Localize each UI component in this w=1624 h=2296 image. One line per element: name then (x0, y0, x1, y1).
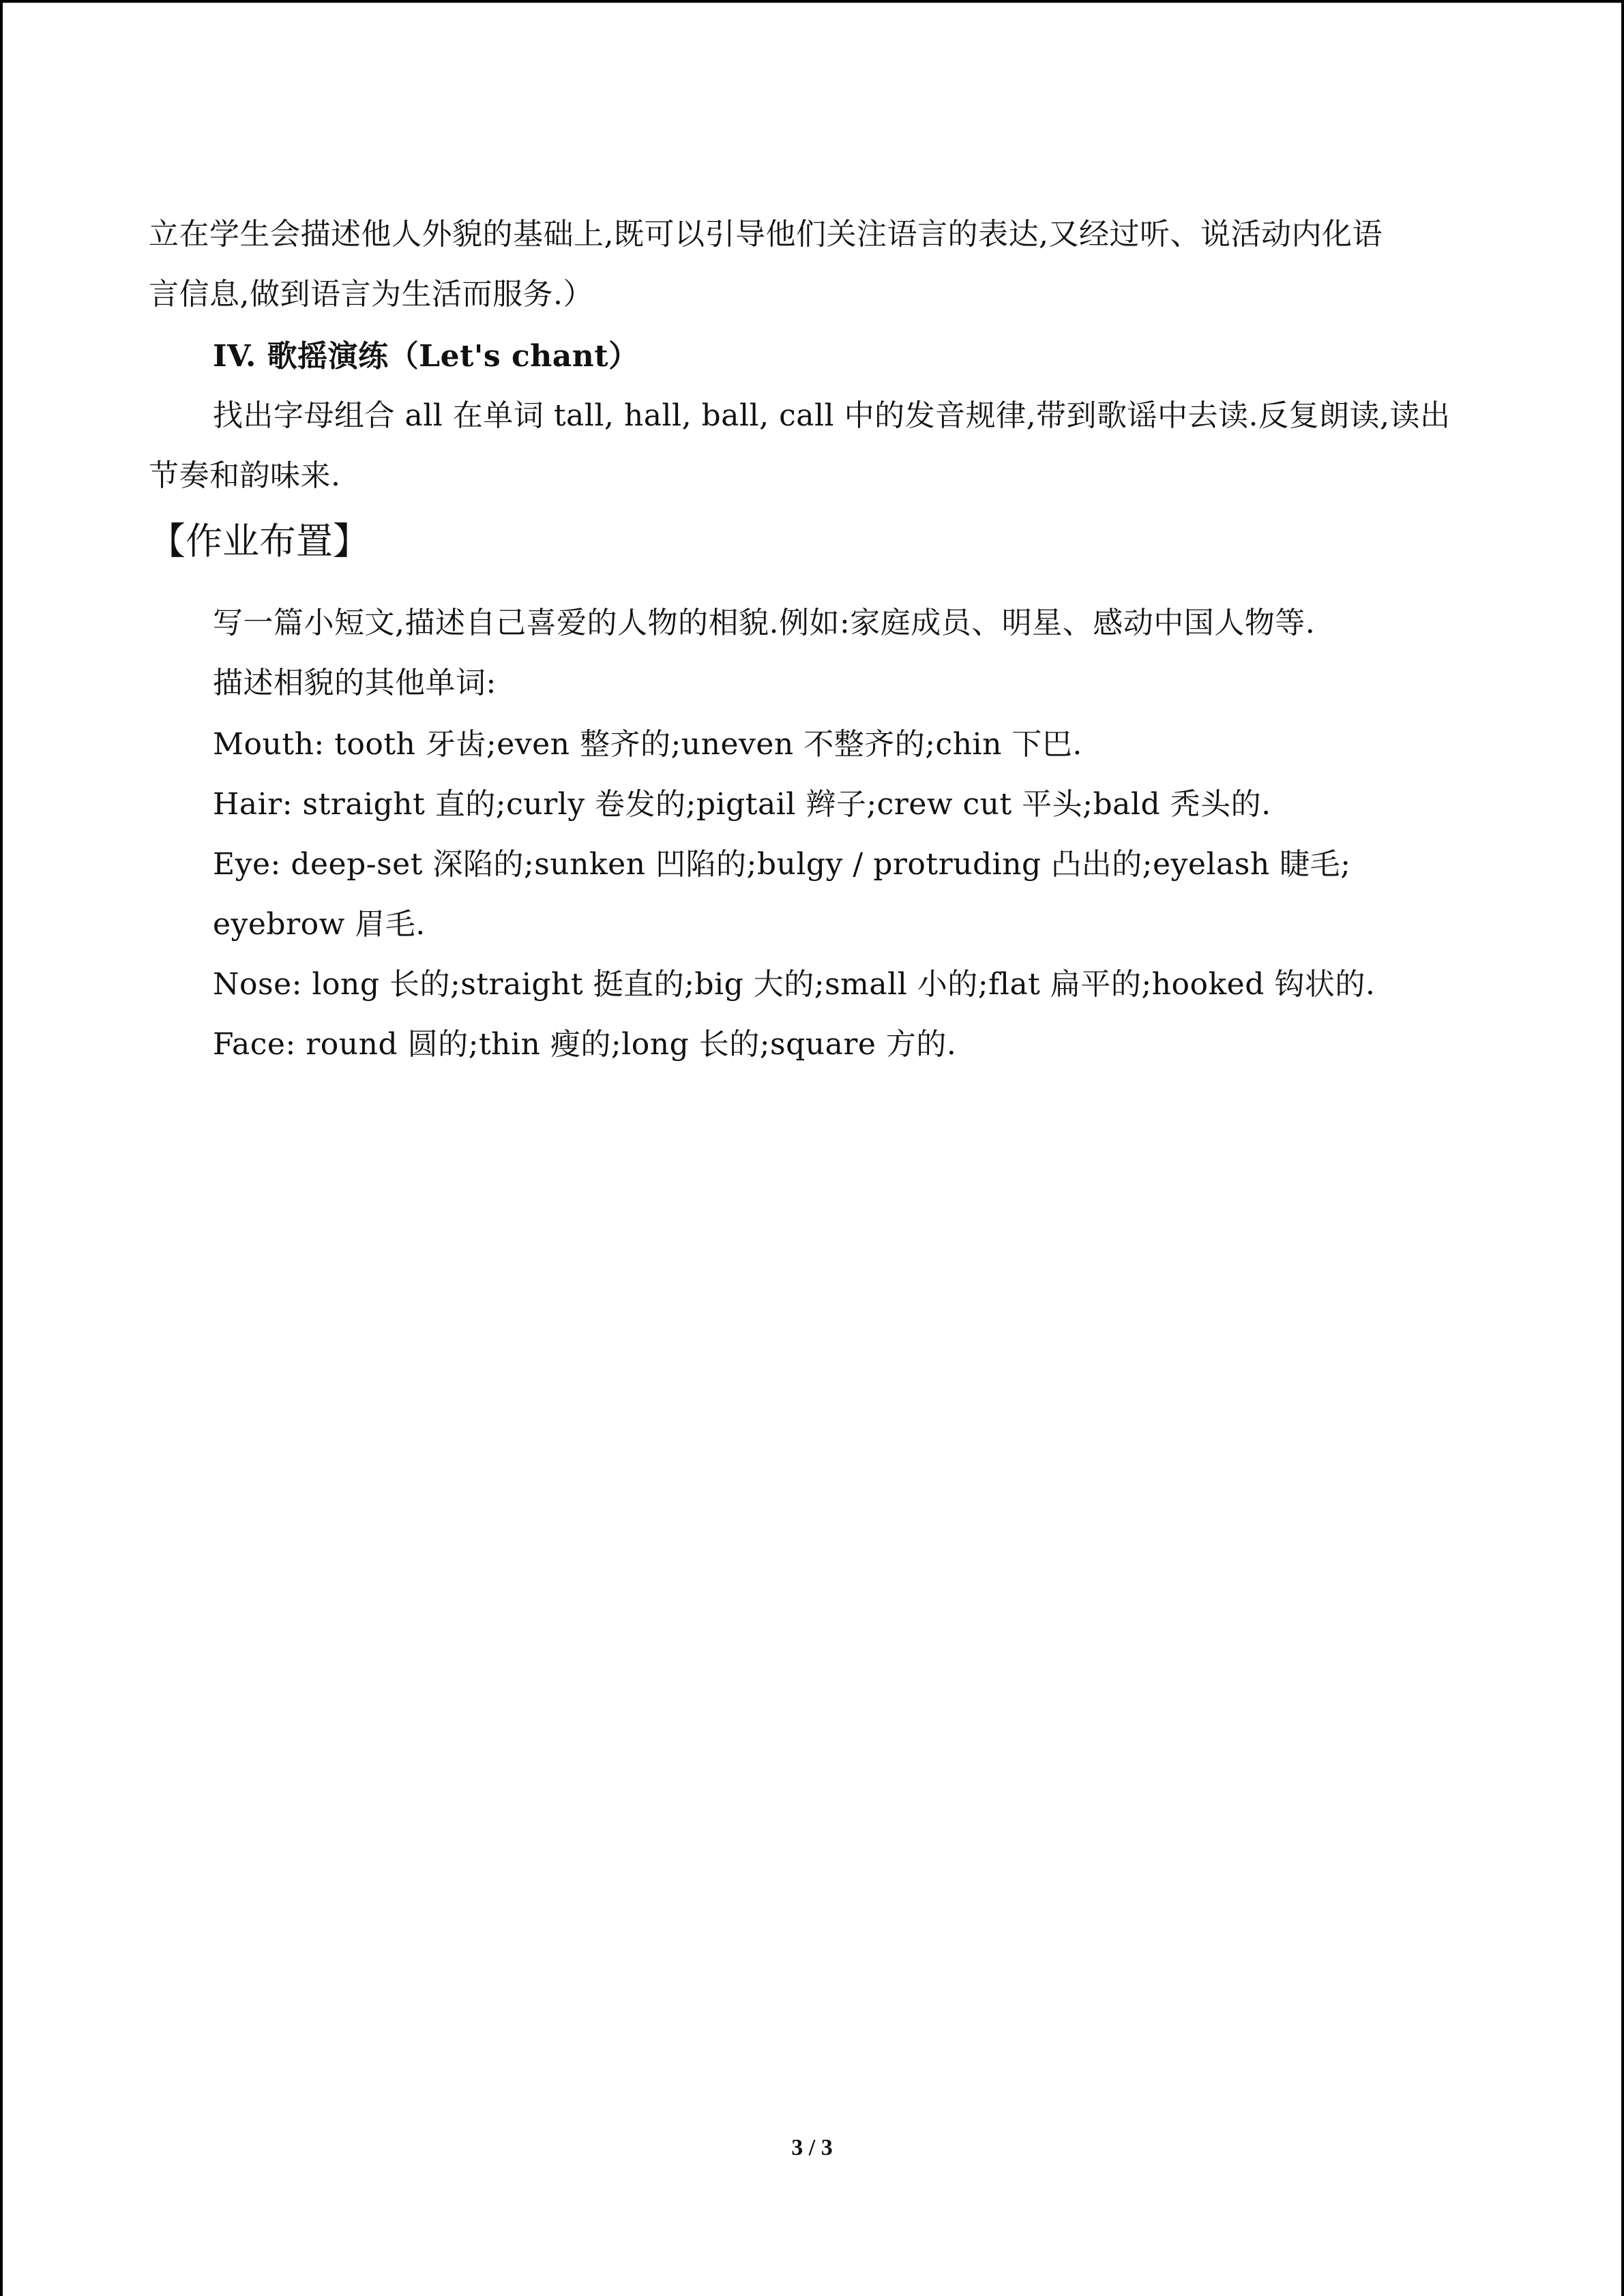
page-right-border (1621, 0, 1624, 2296)
paragraph-line: 言信息,做到语言为生活而服务.） (149, 277, 593, 312)
vocab-hair: Hair: straight 直的;curly 卷发的;pigtail 辫子;crew cut 平头;bald 秃头的. (213, 787, 1271, 822)
vocab-eye-continued: eyebrow 眉毛. (213, 907, 426, 942)
page-top-border (0, 0, 1624, 3)
page-number: 3 / 3 (791, 2135, 833, 2160)
paragraph-line: 立在学生会描述他人外貌的基础上,既可以引导他们关注语言的表达,又经过听、说活动内化语 (149, 217, 1383, 252)
section-title-chant: IV. 歌摇演练（Let's chant） (213, 339, 639, 374)
paragraph-line: 节奏和韵味来. (149, 458, 341, 493)
vocab-intro: 描述相貌的其他单词: (213, 666, 497, 700)
vocab-face: Face: round 圆的;thin 瘦的;long 长的;square 方的. (213, 1027, 957, 1062)
page-left-border (0, 0, 3, 2296)
homework-task: 写一篇小短文,描述自己喜爱的人物的相貌.例如:家庭成员、明星、感动中国人物等. (213, 606, 1316, 640)
vocab-nose: Nose: long 长的;straight 挺直的;big 大的;small 小的;flat 扁平的;hooked 钩状的. (213, 967, 1376, 1002)
vocab-eye: Eye: deep-set 深陷的;sunken 凹陷的;bulgy / protruding 凸出的;eyelash 睫毛; (213, 847, 1351, 882)
vocab-mouth: Mouth: tooth 牙齿;even 整齐的;uneven 不整齐的;chin 下巴. (213, 727, 1082, 762)
paragraph-line: 找出字母组合 all 在单词 tall, hall, ball, call 中的发音规律,带到歌谣中去读.反复朗读,读出 (213, 398, 1451, 433)
homework-heading: 【作业布置】 (149, 520, 370, 563)
